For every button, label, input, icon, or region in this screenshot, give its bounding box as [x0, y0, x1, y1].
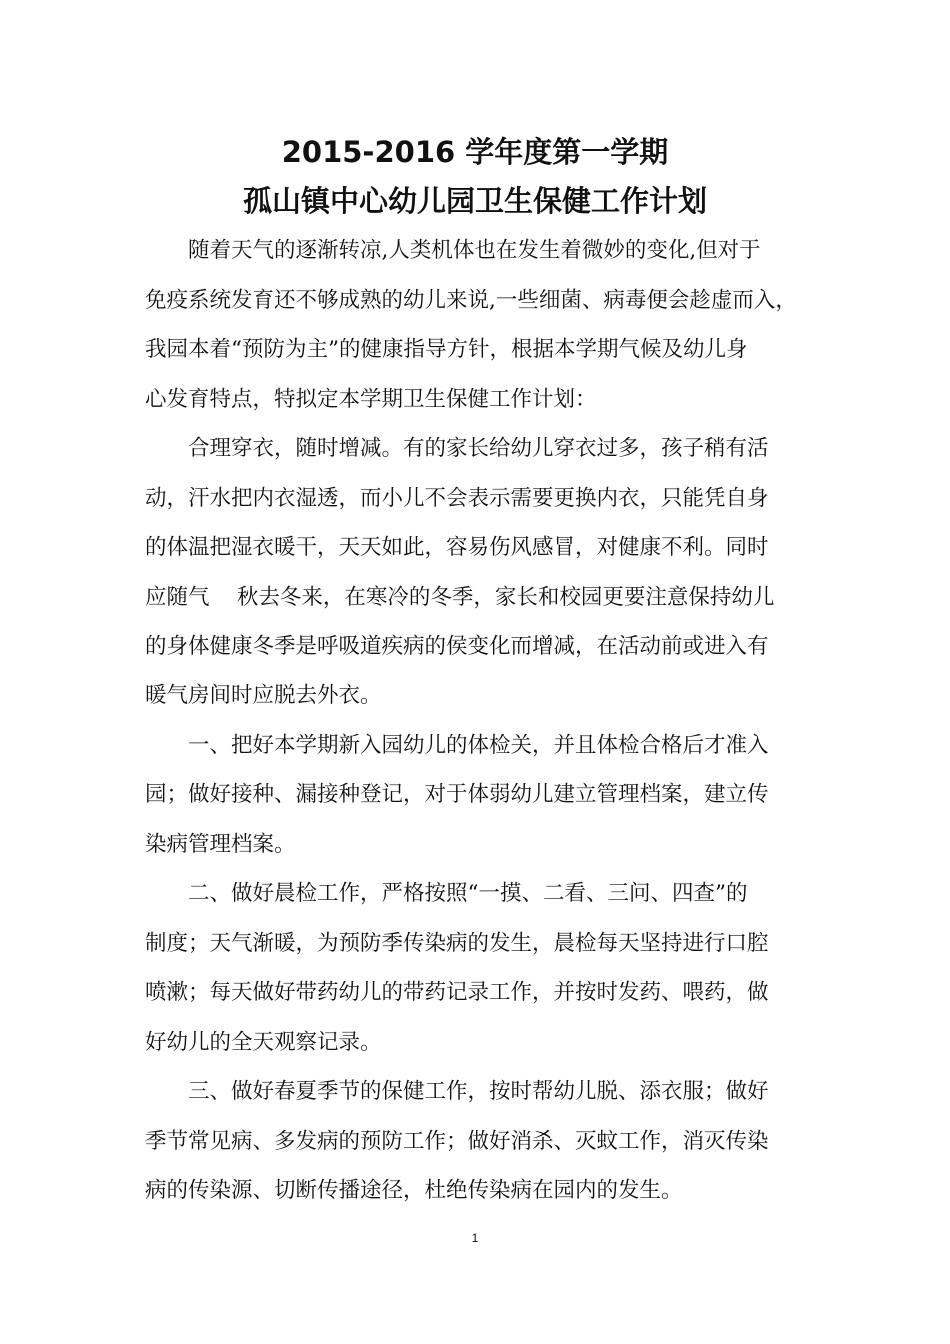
paragraph-intro-line-2: 免疫系统发育还不够成熟的幼儿来说,一些细菌、病毒便会趁虚而入，: [145, 288, 797, 313]
paragraph-item-2-line-2: 制度；天气渐暖，为预防季传染病的发生，晨检每天坚持进行口腔: [145, 931, 769, 956]
paragraph-item-3-line-3: 病的传染源、切断传播途径，杜绝传染病在园内的发生。: [145, 1178, 683, 1203]
paragraph-clothing-line-4: 应随气 秋去冬来，在寒冷的冬季，家长和校园更要注意保持幼儿: [145, 585, 775, 610]
paragraph-clothing-line-5: 的身体健康冬季是呼吸道疾病的侯变化而增减，在活动前或进入有: [145, 634, 769, 659]
document-title-plan: 孤山镇中心幼儿园卫生保健工作计划: [242, 184, 707, 218]
paragraph-clothing-line-6: 暖气房间时应脱去外衣。: [145, 683, 382, 708]
paragraph-item-1-line-2: 园；做好接种、漏接种登记，对于体弱幼儿建立管理档案，建立传: [145, 782, 769, 807]
paragraph-clothing-line-3: 的体温把湿衣暖干，天天如此，容易伤风感冒，对健康不利。同时: [145, 535, 769, 560]
paragraph-item-1-line-1: 一、把好本学期新入园幼儿的体检关，并且体检合格后才准入: [188, 733, 769, 758]
paragraph-item-2-line-4: 好幼儿的全天观察记录。: [145, 1030, 382, 1055]
paragraph-clothing-line-2: 动，汗水把内衣湿透，而小儿不会表示需要更换内衣，只能凭自身: [145, 486, 769, 511]
paragraph-intro-line-1: 随着天气的逐渐转凉,人类机体也在发生着微妙的变化,但对于: [188, 238, 761, 263]
paragraph-item-2-line-3: 喷漱；每天做好带药幼儿的带药记录工作，并按时发药、喂药，做: [145, 980, 769, 1005]
paragraph-clothing-line-1: 合理穿衣，随时增减。有的家长给幼儿穿衣过多，孩子稍有活: [188, 436, 769, 461]
document-title-year: 2015-2016 学年度第一学期: [281, 135, 669, 169]
paragraph-item-2-line-1: 二、做好晨检工作，严格按照“一摸、二看、三问、四查”的: [188, 881, 748, 906]
paragraph-item-3-line-2: 季节常见病、多发病的预防工作；做好消杀、灭蚊工作，消灭传染: [145, 1129, 769, 1154]
paragraph-item-1-line-3: 染病管理档案。: [145, 832, 296, 857]
paragraph-item-3-line-1: 三、做好春夏季节的保健工作，按时帮幼儿脱、添衣服；做好: [188, 1079, 769, 1104]
page-number: 1: [471, 1231, 479, 1245]
paragraph-intro-line-3: 我园本着“预防为主”的健康指导方针，根据本学期气候及幼儿身: [145, 337, 748, 362]
paragraph-intro-line-4: 心发育特点，特拟定本学期卫生保健工作计划：: [145, 387, 597, 412]
